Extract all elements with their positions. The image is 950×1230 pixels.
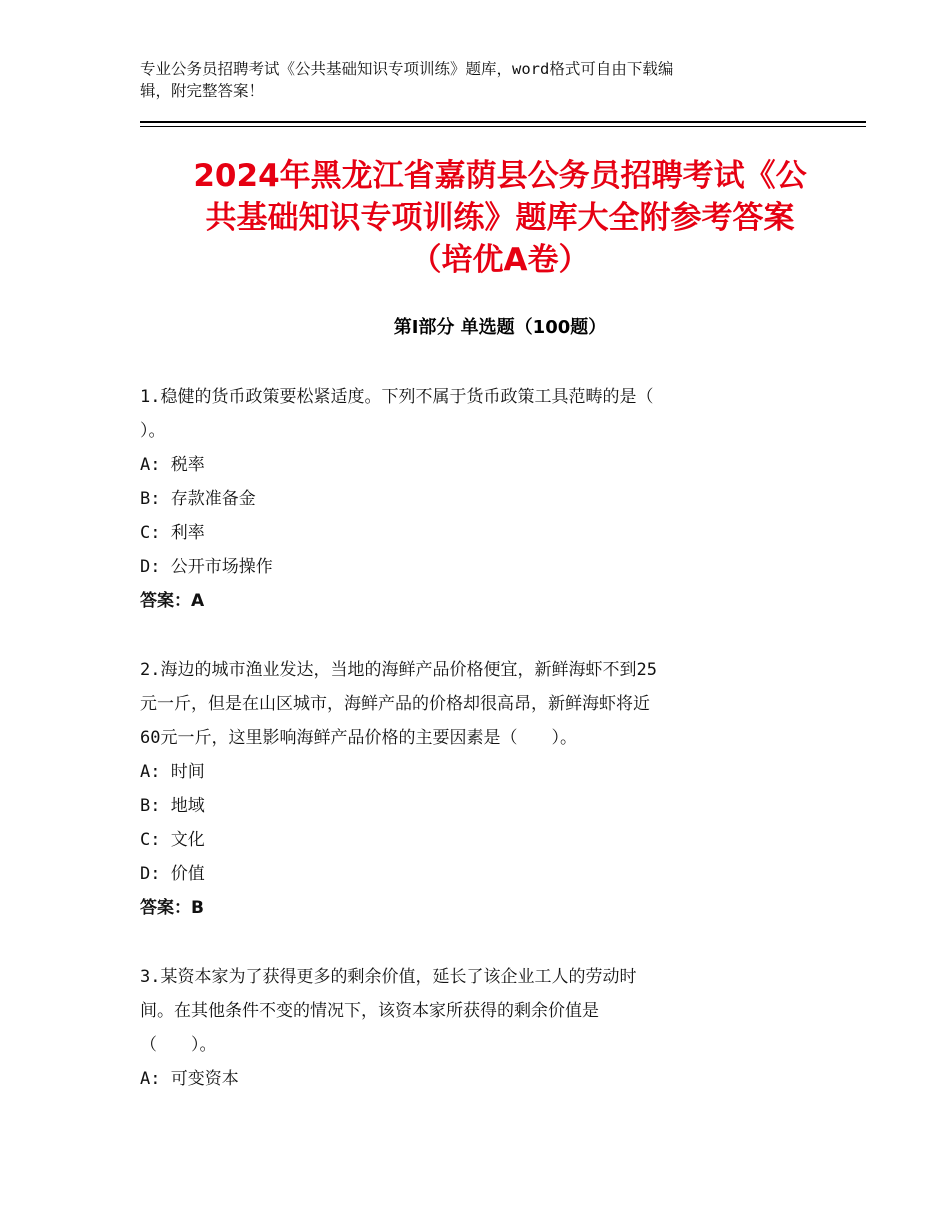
title-line: （培优A卷） (410, 242, 590, 278)
option-a: A: 可变资本 (140, 1069, 239, 1089)
stem-line: 2.海边的城市渔业发达，当地的海鲜产品价格便宜，新鲜海虾不到25 (140, 660, 657, 680)
header-note (140, 58, 820, 102)
title-line: 2024年黑龙江省嘉荫县公务员招聘考试《公 (193, 158, 807, 194)
stem-line: （ ）。 (140, 1035, 217, 1055)
title-line: 共基础知识专项训练》题库大全附参考答案 (205, 200, 795, 236)
option-d: D: 公开市场操作 (140, 557, 273, 577)
question-2 (140, 653, 800, 925)
stem-line: 3.某资本家为了获得更多的剩余价值，延长了该企业工人的劳动时 (140, 967, 637, 987)
stem-line: 1.稳健的货币政策要松紧适度。下列不属于货币政策工具范畴的是（ (140, 387, 654, 407)
stem-line: 间。在其他条件不变的情况下，该资本家所获得的剩余价值是 (140, 1001, 599, 1021)
header-divider-thin (140, 126, 866, 127)
option-b: B: 存款准备金 (140, 489, 256, 509)
answer: 答案：A (140, 591, 205, 611)
header-note-line: 辑，附完整答案！ (140, 82, 265, 100)
question-stem (140, 653, 800, 755)
option-c: C: 文化 (140, 830, 205, 850)
option-c: C: 利率 (140, 523, 205, 543)
option-d: D: 价值 (140, 864, 205, 884)
document-title (140, 155, 860, 281)
question-stem (140, 380, 800, 448)
answer: 答案：B (140, 898, 204, 918)
question-3 (140, 960, 800, 1096)
header-divider-thick (140, 121, 866, 123)
stem-line: 元一斤，但是在山区城市，海鲜产品的价格却很高昂，新鲜海虾将近 (140, 694, 650, 714)
stem-line: 60元一斤，这里影响海鲜产品价格的主要因素是（ ）。 (140, 728, 577, 748)
stem-line: ）。 (140, 421, 166, 441)
option-a: A: 时间 (140, 762, 205, 782)
question-1 (140, 380, 800, 618)
option-a: A: 税率 (140, 455, 205, 475)
header-note-line: 专业公务员招聘考试《公共基础知识专项训练》题库，word格式可自由下载编 (140, 60, 674, 78)
part-heading: 第Ⅰ部分 单选题（100题） (393, 317, 607, 338)
option-b: B: 地域 (140, 796, 205, 816)
question-stem (140, 960, 800, 1062)
